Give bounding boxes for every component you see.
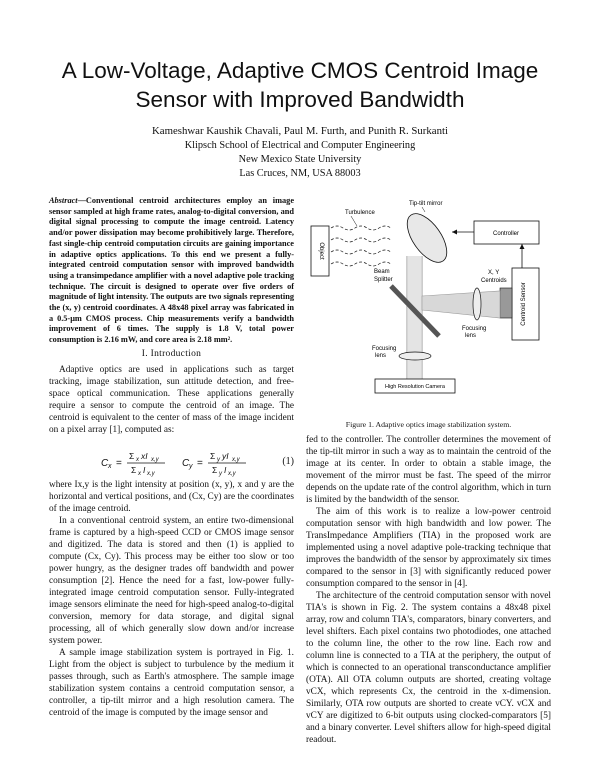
focusing-bottom-label-2: lens (375, 353, 387, 359)
figure-caption: Figure 1. Adaptive optics image stabilization system. (345, 420, 512, 429)
svg-text:y: y (217, 457, 220, 463)
svg-text:I: I (143, 465, 146, 475)
paragraph-text: where Ix,y is the light intensity at position (x, y), x and y are the horizontal and vertical positions, and (Cx, Cy) are the coordinates of the image centroid. (49, 480, 295, 514)
focusing-lens-right (473, 288, 481, 320)
paragraph-text: The aim of this work is to realize a low-power centroid computation sensor with high bandwidth and low power. The TransImpedance Amplifiers (TIA) in the proposed work are implemented using a novel adaptive pole-tracking technique that improves the bandwidth of the sensor by approximately six times compared to the sensor in [3] with significantly reduced power consumption compared to the sensor in [4]. (306, 507, 551, 589)
svg-text:y: y (189, 463, 193, 470)
svg-text:y: y (219, 471, 222, 477)
paragraph-text: A sample image stabilization system is portrayed in Fig. 1. Light from the object is subject to turbulence by the medium it passes through, such as Earth's atmosphere. The sample image stabilization system contains a centroid computation sensor, a controller, a tip-tilt mirror and a high resolution camera. The centroid of the image is computed by the image sensor and (49, 648, 294, 718)
controller-label: Controller (492, 231, 520, 237)
svg-text:xI: xI (141, 451, 148, 461)
figure-1 (307, 196, 552, 404)
svg-text:I: I (224, 465, 227, 475)
equation-1 (49, 446, 294, 480)
svg-text:=: = (197, 458, 203, 469)
svg-text:=: = (116, 458, 122, 469)
svg-text:x: x (138, 471, 141, 477)
xy-label: X, Y (488, 270, 500, 276)
intro-body-column-2 (306, 434, 551, 746)
svg-text:Σ: Σ (210, 451, 216, 461)
equation-number: (1) (282, 456, 294, 467)
title-line-2: Sensor with Improved Bandwidth (135, 87, 465, 112)
abstract-text: —Conventional centroid architectures employ an image sensor sampled at high frame rates, analog-to-digital conversion, and digital signal processing to compute the image centroid. Latency and/or power dissipation may become prohibitively large. Therefore, fast single-chip centroid computation circuits are gaining importance in adaptive optics applications. To this end we present a fully-integrated centroid computation sensor with improved bandwidth using a transimpedance amplifier with a novel adaptive pole tracking technique. The circuit is designed to operate over five orders of magnitude of light intensity. The outputs are two signals representing the (x, y) centroid coordinates. A 48x48 pixel array was fabricated in a 0.5-μm CMOS process. Chip measurements verify a bandwidth improvement of 6 times. The supply is 1.8 V, total power consumption is 2.16 mW, and core area is 2.18 mm². (49, 196, 294, 345)
paragraph-text: In a conventional centroid system, an entire two-dimensional frame is captured by a high-speed CCD or CMOS image sensor and digitized. The data is stored and then (1) is applied to compute (Cx, Cy). This process may be either too slow or too power hungry, as the designer trades off bandwidth and power consumption [2]. Hence the need for a fast, low-power fully-integrated image centroid computation sensor. Fully-integrated image sensors eliminate the need for high-speed analog-to-digital conversion, memory for data storage, and digital signal processing, all of which generally slow down and/or increase system power. (49, 516, 294, 646)
author-list: Kameshwar Kaushik Chavali, Paul M. Furth, and Punith R. Surkanti (152, 125, 448, 137)
svg-text:x: x (108, 463, 112, 470)
object-label: Object (318, 242, 324, 260)
svg-text:x: x (136, 457, 139, 463)
beam-label: Beam (374, 269, 390, 275)
turbulence-waves (331, 226, 391, 266)
tip-tilt-label: Tip-tilt mirror (409, 201, 443, 207)
affiliation (60, 139, 540, 182)
splitter-label: Splitter (374, 277, 393, 283)
svg-text:yI: yI (222, 451, 229, 461)
svg-text:x,y: x,y (228, 471, 236, 477)
abstract (49, 196, 294, 346)
centroids-label: Centroids (481, 278, 507, 284)
camera-label: High Resolution Camera (385, 384, 445, 390)
title-line-1: A Low-Voltage, Adaptive CMOS Centroid Image (61, 58, 539, 83)
section-heading: I. Introduction (141, 349, 202, 359)
affiliation-line: Klipsch School of Electrical and Computer Engineering (184, 140, 416, 151)
paragraph-text: fed to the controller. The controller determines the movement of the tip-tilt mirror in such a way as to maintain the centroid of the image at its center. In order to obtain a stable image, the movement of the mirror must be fast. The speed of the mirror depends on the update rate of the control algorithm, which in turn is limited by the bandwidth of the sensor. (306, 435, 551, 505)
equation-graphic (49, 446, 294, 480)
intro-paragraph-1 (49, 364, 294, 436)
focusing-lens-bottom (399, 352, 431, 360)
focusing-bottom-label-1: Focusing (372, 346, 397, 352)
paragraph-text: Adaptive optics are used in applications such as target tracking, image stabilization, sun attitude detection, and free-space optical communication. These applications generally require a sensor to compute the centroid of an image. The centroid is equivalent to the center of mass of the image incident on a pixel array [1], computed as: (49, 365, 294, 435)
svg-text:Σ: Σ (131, 465, 137, 475)
svg-text:x,y: x,y (147, 471, 155, 477)
figure-diagram (307, 196, 552, 404)
svg-text:x,y: x,y (232, 457, 240, 463)
svg-text:Σ: Σ (212, 465, 218, 475)
affiliation-line: Las Cruces, NM, USA 88003 (239, 168, 361, 180)
sensor-label: Centroid Sensor (521, 282, 527, 326)
turbulence-label: Turbulence (345, 210, 375, 216)
svg-text:C: C (101, 458, 109, 469)
focusing-right-label-2: lens (465, 333, 477, 339)
svg-text:C: C (182, 458, 190, 469)
paragraph-text: The architecture of the centroid computation sensor with novel TIA's is shown in Fig. 2. The system contains a 48x48 pixel array, row and column TIA's, comparators, binary converters, and level shifters. Each pixel contains two photodiodes, one attached to the column line, the other to the row line. Each row and column line is connected to a TIA at the periphery, the output of which is connected to an operational transconductance amplifier (OTA). All OTA column outputs are shorted, creating voltage vCX, which represents Cx, the centroid in the x-dimension. Similarly, OTA row outputs are shorted to create vCY. vCX and vCY are digitized to 6-bit outputs using clocked-comparators [5] and a binary converter. Level shifters allow for high-speed digital readout. (306, 591, 551, 745)
svg-text:x,y: x,y (151, 457, 159, 463)
abstract-label: Abstract (49, 196, 78, 205)
intro-body-column-1 (49, 479, 294, 719)
paper-title (40, 56, 560, 114)
beam-path (407, 256, 422, 386)
svg-text:Σ: Σ (129, 451, 135, 461)
focusing-right-label-1: Focusing (462, 326, 487, 332)
affiliation-line: New Mexico State University (238, 154, 362, 166)
